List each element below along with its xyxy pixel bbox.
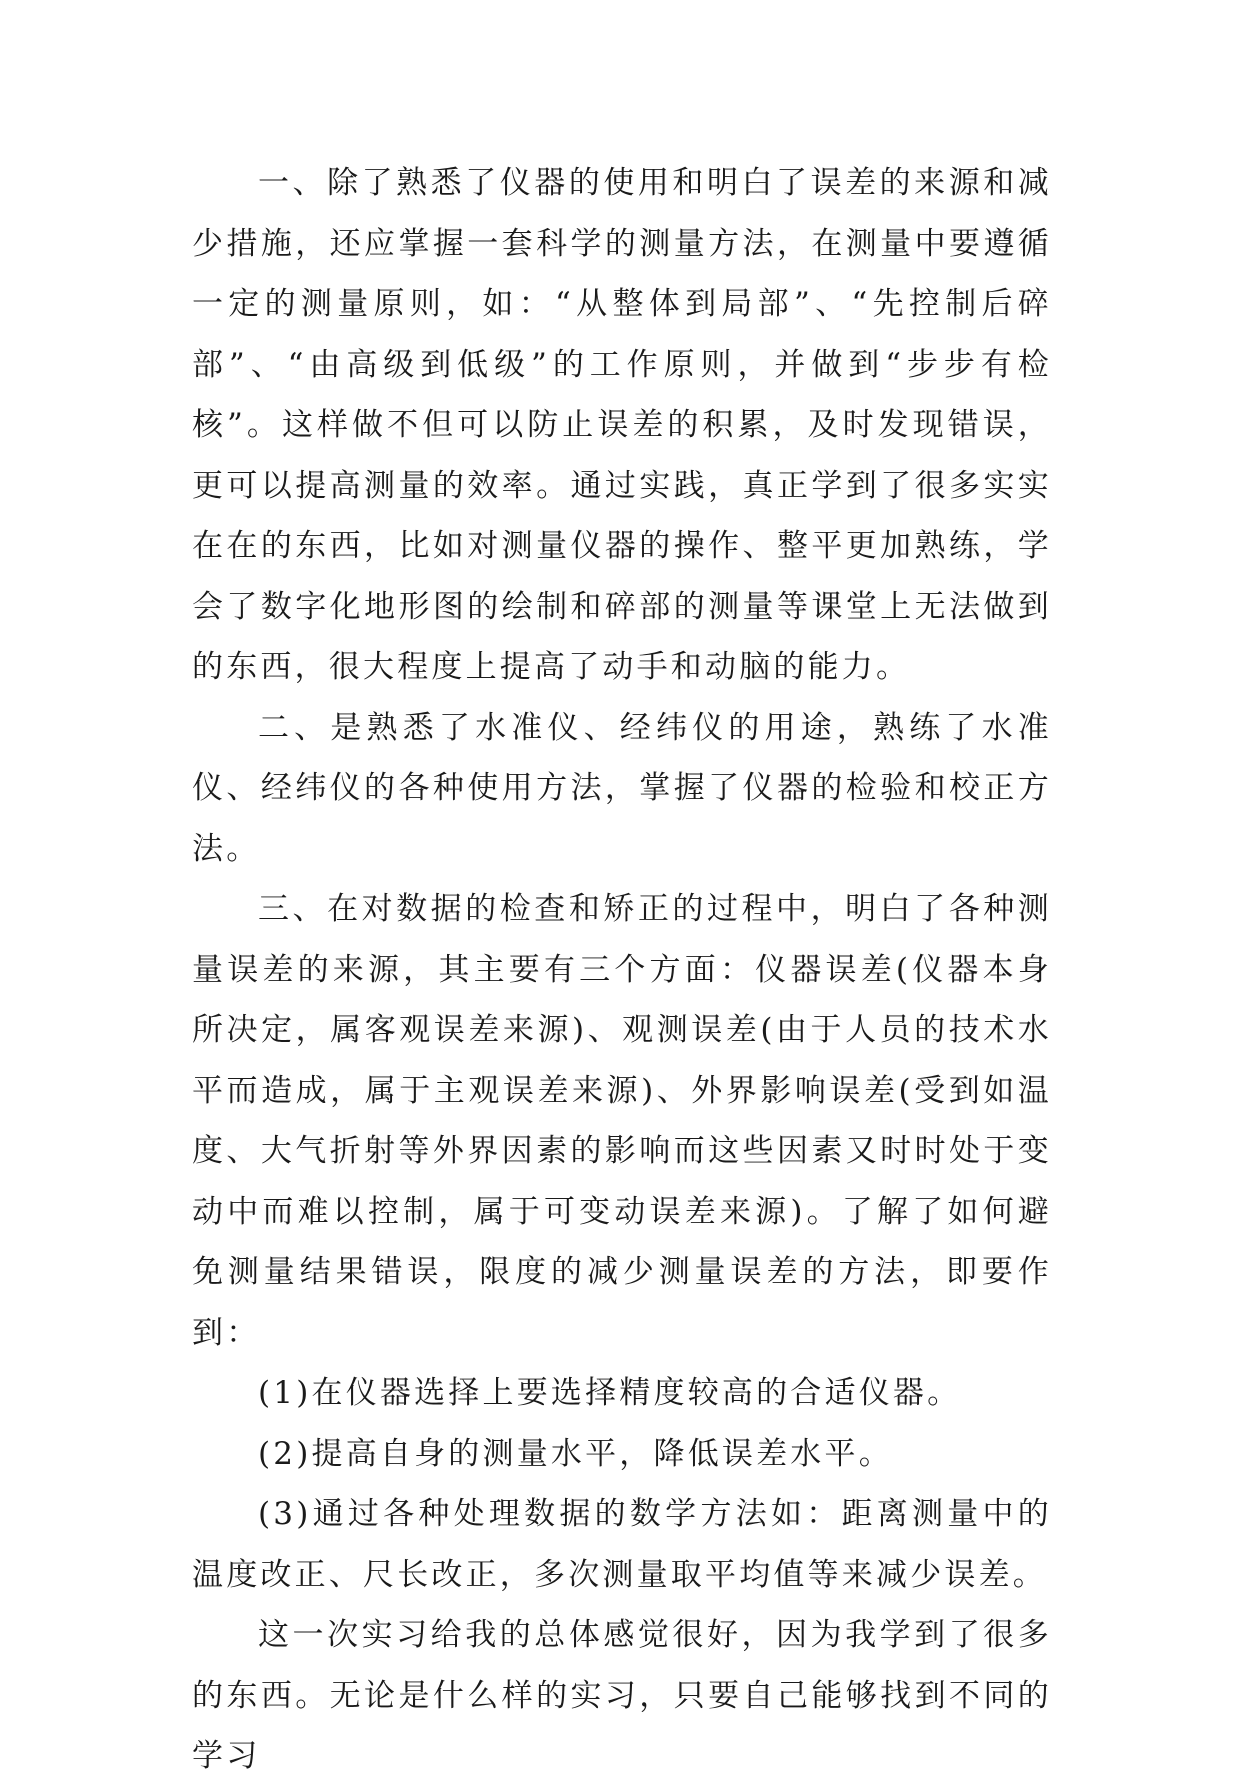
list-item-3: (3)通过各种处理数据的数学方法如：距离测量中的温度改正、尺长改正，多次测量取平均值等来减少误差。 — [192, 1496, 1052, 1593]
list-item-1: (1)在仪器选择上要选择精度较高的合适仪器。 — [258, 1375, 962, 1411]
paragraph-1: 一、除了熟悉了仪器的使用和明白了误差的来源和减少措施，还应掌握一套科学的测量方法，在测量中要遵循一定的测量原则，如：“从整体到局部”、“先控制后碎部”、“由高级到低级”的工作原则，并做到“步步有检核”。这样做不但可以防止误差的积累，及时发现错误，更可以提高测量的效率。通过实践，真正学到了很多实实在在的东西，比如对测量仪器的操作、整平更加熟练，学会了数字化地形图的绘制和碎部的测量等课堂上无法做到的东西，很大程度上提高了动手和动脑的能力。 — [192, 165, 1052, 685]
paragraph-3: 三、在对数据的检查和矫正的过程中，明白了各种测量误差的来源，其主要有三个方面：仪器误差(仪器本身所决定，属客观误差来源)、观测误差(由于人员的技术水平而造成，属于主观误差来源)、外界影响误差(受到如温度、大气折射等外界因素的影响而这些因素又时时处于变动中而难以控制，属于可变动误差来源)。了解了如何避免测量结果错误，限度的减少测量误差的方法，即要作到： — [192, 891, 1052, 1351]
list-item-2: (2)提高自身的测量水平，降低误差水平。 — [258, 1435, 893, 1472]
paragraph-2: 二、是熟悉了水准仪、经纬仪的用途，熟练了水准仪、经纬仪的各种使用方法，掌握了仪器的检验和校正方法。 — [192, 709, 1052, 867]
paragraph-4: 这一次实习给我的总体感觉很好，因为我学到了很多的东西。无论是什么样的实习，只要自己能够找到不同的学习 — [192, 1617, 1052, 1774]
document-body — [192, 153, 1052, 1787]
